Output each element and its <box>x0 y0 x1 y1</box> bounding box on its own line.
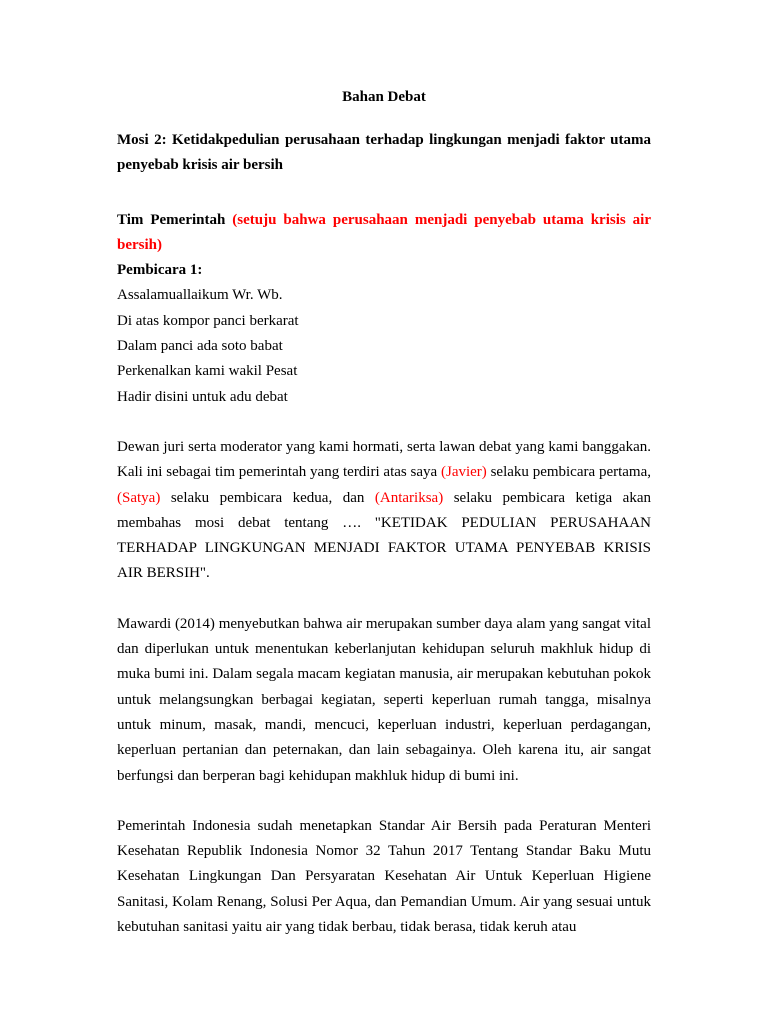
spacer <box>117 789 651 814</box>
pantun-block <box>117 283 651 409</box>
team-label: Tim Pemerintah <box>117 211 226 228</box>
pantun-line: Perkenalkan kami wakil Pesat <box>117 363 298 380</box>
document-title: Bahan Debat <box>342 89 426 105</box>
spacer <box>117 587 651 612</box>
mosi-heading: Mosi 2: Ketidakpedulian perusahaan terhadap lingkungan menjadi faktor utama penyebab krisis air bersih <box>117 132 651 174</box>
speaker-name-1: (Javier) <box>440 464 487 481</box>
intro-text: Dewan juri serta moderator yang kami hormati, serta lawan debat yang kami banggakan. Kali ini sebagai tim pemerintah yang terdiri atas saya <box>117 438 651 481</box>
speaker-name-2: (Satya) <box>117 489 161 506</box>
pantun-line: Di atas kompor panci berkarat <box>117 312 299 329</box>
pantun-line: Hadir disini untuk adu debat <box>117 388 288 405</box>
speaker-name-3: (Antariksa) <box>374 489 444 506</box>
intro-paragraph <box>117 435 651 587</box>
intro-text: selaku pembicara ketiga akan membahas mosi debat tentang …. "KETIDAK PEDULIAN PERUSAHAAN TERHADAP LINGKUNGAN MENJADI FAKTOR UTAMA PENYEBAB KRISIS AIR BERSIH". <box>117 489 651 582</box>
intro-text: selaku pembicara kedua, dan <box>160 489 375 506</box>
speaker-label: Pembicara 1: <box>117 262 203 279</box>
body-paragraph-2: Mawardi (2014) menyebutkan bahwa air merupakan sumber daya alam yang sangat vital dan diperlukan untuk menentukan keberlanjutan kehidupan seluruh makhluk hidup di muka bumi ini. Dalam segala macam kegiatan manusia, air merupakan kebutuhan pokok untuk melangsungkan berbagai kegiatan, seperti keperluan rumah tangga, misalnya untuk minum, masak, mandi, mencuci, keperluan industri, keperluan perdagangan, keperluan pertanian dan peternakan, dan lain sebagainya. Oleh karena itu, air sangat berfungsi dan berperan bagi kehidupan makhluk hidup di bumi ini. <box>117 615 651 784</box>
team-stance: (setuju bahwa perusahaan menjadi penyebab utama krisis air bersih) <box>117 211 651 253</box>
pantun-line: Assalamuallaikum Wr. Wb. <box>117 287 283 304</box>
spacer <box>117 179 651 204</box>
team-heading <box>117 208 651 259</box>
body-paragraph-3: Pemerintah Indonesia sudah menetapkan Standar Air Bersih pada Peraturan Menteri Kesehatan Republik Indonesia Nomor 32 Tahun 2017 Tentang Standar Baku Mutu Kesehatan Lingkungan Dan Persyaratan Kesehatan Air Untuk Keperluan Higiene Sanitasi, Kolam Renang, Solusi Per Aqua, dan Pemandian Umum. Air yang sesuai untuk kebutuhan sanitasi yaitu air yang tidak berbau, tidak berasa, tidak keruh atau <box>117 817 651 936</box>
pantun-line: Dalam panci ada soto babat <box>117 338 283 355</box>
intro-text: selaku pembicara pertama, <box>486 464 651 481</box>
spacer <box>117 410 651 435</box>
